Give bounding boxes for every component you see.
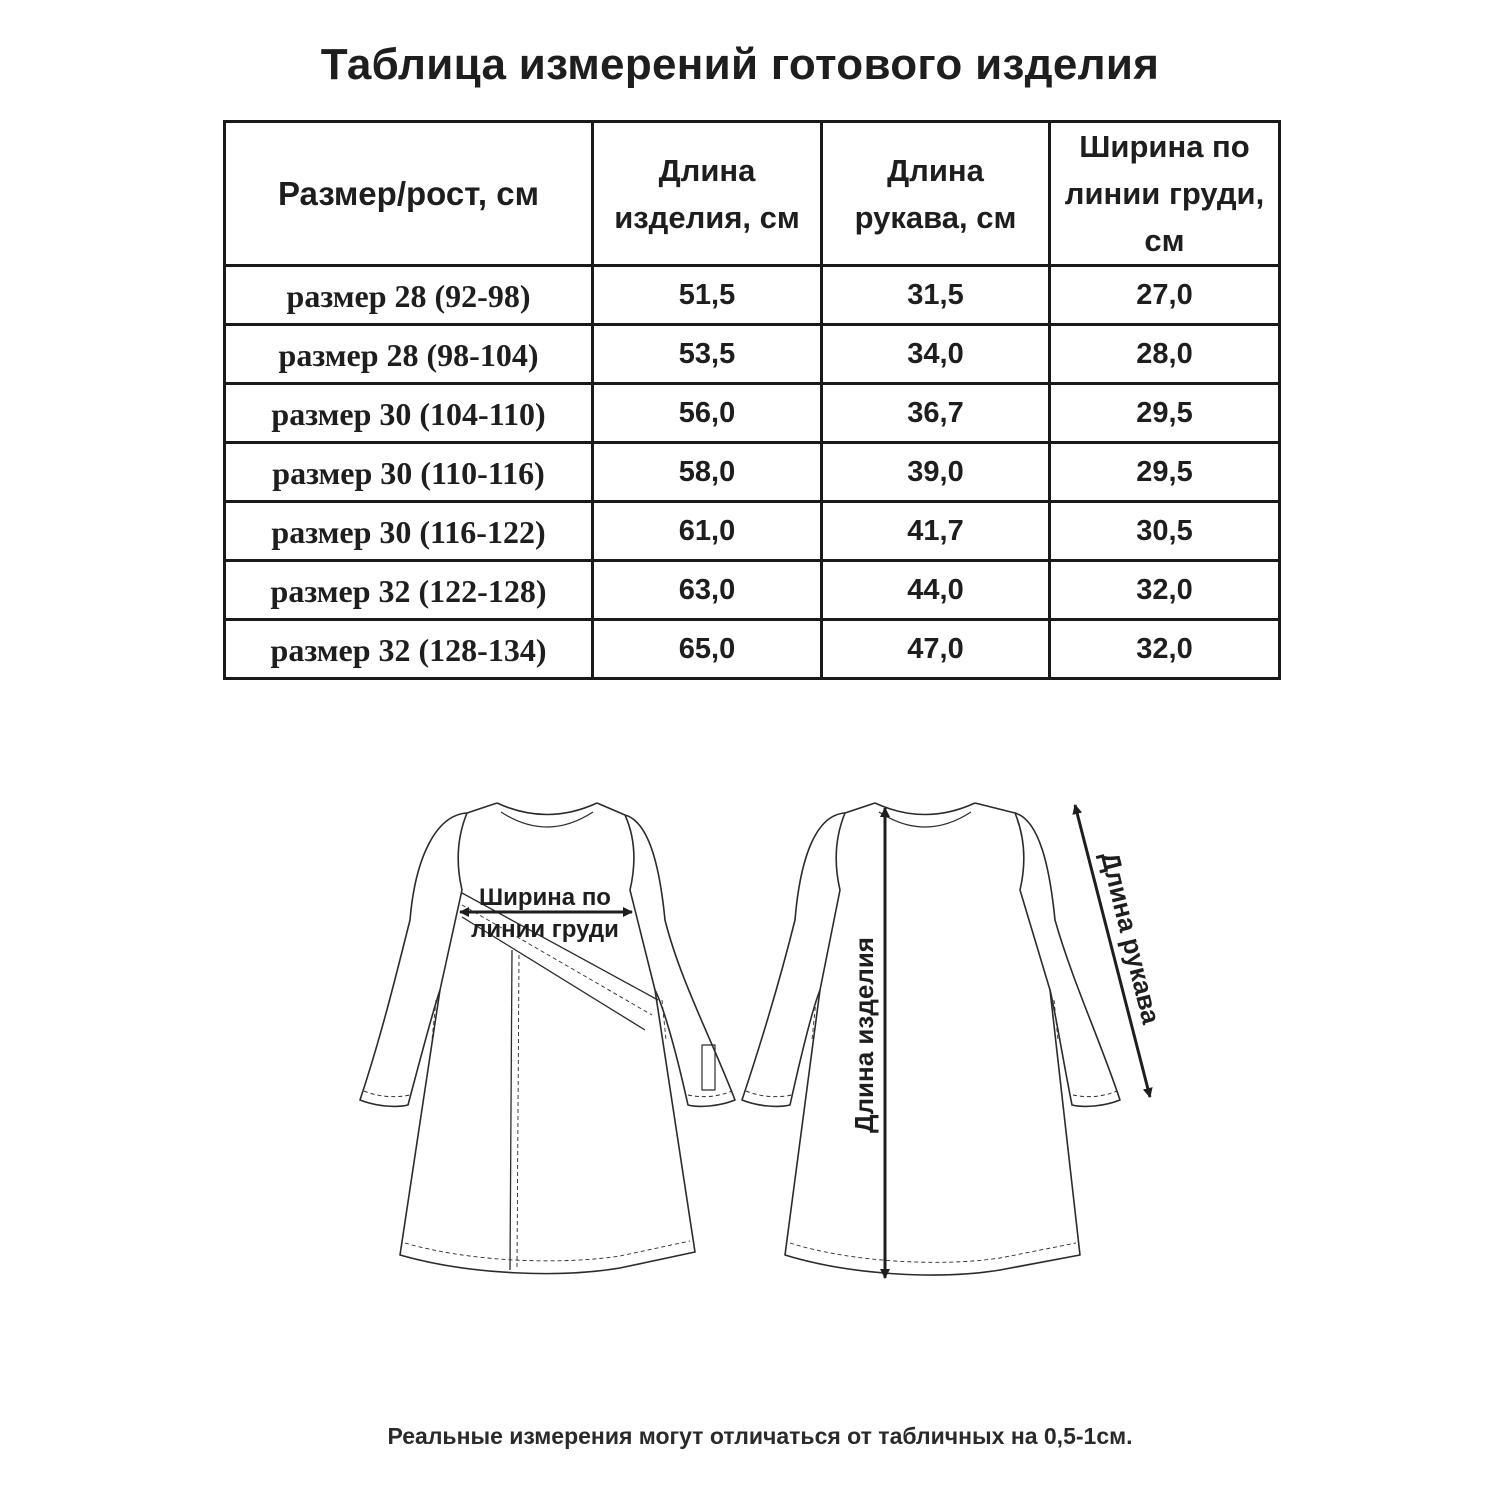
table-row <box>225 443 1280 502</box>
header-chest-line: см <box>1144 223 1185 258</box>
chest-value: 32,0 <box>1050 561 1280 620</box>
sleeve-value: 34,0 <box>822 325 1050 384</box>
size-table <box>223 120 1281 680</box>
garment-diagram <box>340 760 1180 1380</box>
size-label: размер 30 (110-116) <box>225 443 593 502</box>
sleeve-value: 36,7 <box>822 384 1050 443</box>
header-chest-line: линии груди, <box>1064 176 1265 211</box>
dress-front-drawing <box>360 803 735 1274</box>
back-neckline <box>875 803 975 815</box>
front-right-sleeve <box>625 815 735 1106</box>
header-length <box>593 122 822 266</box>
sleeve-value: 41,7 <box>822 502 1050 561</box>
header-size: Размер/рост, см <box>225 122 593 266</box>
measurement-note: Реальные измерения могут отличаться от табличных на 0,5-1см. <box>387 1423 1133 1449</box>
sleeve-length-label: Длина рукава <box>1094 848 1167 1027</box>
chest-value: 29,5 <box>1050 384 1280 443</box>
back-right-cuff <box>1073 1091 1117 1097</box>
garment-length-label: Длина изделия <box>849 937 879 1133</box>
back-left-cuff <box>746 1091 792 1097</box>
back-left-sleeve <box>742 813 845 1106</box>
table-row <box>225 561 1280 620</box>
sleeve-value: 31,5 <box>822 266 1050 325</box>
table-header-row <box>225 122 1280 266</box>
length-value: 61,0 <box>593 502 822 561</box>
chest-width-label: линии груди <box>471 916 619 943</box>
header-chest <box>1050 122 1280 266</box>
front-neckline <box>497 803 597 815</box>
front-hem-stitch <box>405 1241 690 1261</box>
size-label: размер 30 (116-122) <box>225 502 593 561</box>
chest-value: 30,5 <box>1050 502 1280 561</box>
length-value: 51,5 <box>593 266 822 325</box>
front-vertical-seam <box>510 950 512 1270</box>
front-left-sleeve <box>360 813 467 1106</box>
table-row <box>225 266 1280 325</box>
table-row <box>225 384 1280 443</box>
header-length-line: изделия, см <box>614 199 800 235</box>
page-title: Таблица измерений готового изделия <box>320 40 1160 89</box>
size-label: размер 28 (98-104) <box>225 325 593 384</box>
chest-width-label: Ширина по <box>479 884 611 911</box>
back-body-outline <box>785 803 1080 1275</box>
sleeve-value: 39,0 <box>822 443 1050 502</box>
table-row <box>225 502 1280 561</box>
chest-value: 28,0 <box>1050 325 1280 384</box>
header-sleeve <box>822 122 1050 266</box>
sleeve-value: 44,0 <box>822 561 1050 620</box>
table-row <box>225 325 1280 384</box>
cuff-tab <box>702 1045 715 1090</box>
length-value: 58,0 <box>593 443 822 502</box>
size-label: размер 30 (104-110) <box>225 384 593 443</box>
length-value: 65,0 <box>593 620 822 679</box>
size-label: размер 32 (128-134) <box>225 620 593 679</box>
header-chest-line: Ширина по <box>1079 129 1250 164</box>
dress-back-drawing <box>742 803 1120 1275</box>
front-left-cuff <box>364 1091 410 1097</box>
size-label: размер 32 (122-128) <box>225 561 593 620</box>
header-sleeve-line: Длина <box>887 152 984 188</box>
length-value: 53,5 <box>593 325 822 384</box>
chest-value: 29,5 <box>1050 443 1280 502</box>
length-value: 56,0 <box>593 384 822 443</box>
size-label: размер 28 (92-98) <box>225 266 593 325</box>
header-length-line: Длина <box>658 152 756 188</box>
front-vertical-stitch <box>517 955 519 1268</box>
front-body-outline <box>400 803 695 1274</box>
sleeve-value: 47,0 <box>822 620 1050 679</box>
chest-value: 27,0 <box>1050 266 1280 325</box>
back-hem-stitch <box>790 1243 1076 1262</box>
table-row <box>225 620 1280 679</box>
length-value: 63,0 <box>593 561 822 620</box>
front-right-cuff <box>688 1091 732 1097</box>
front-side-detail <box>432 1000 666 1040</box>
header-sleeve-line: рукава, см <box>854 199 1017 235</box>
chest-value: 32,0 <box>1050 620 1280 679</box>
